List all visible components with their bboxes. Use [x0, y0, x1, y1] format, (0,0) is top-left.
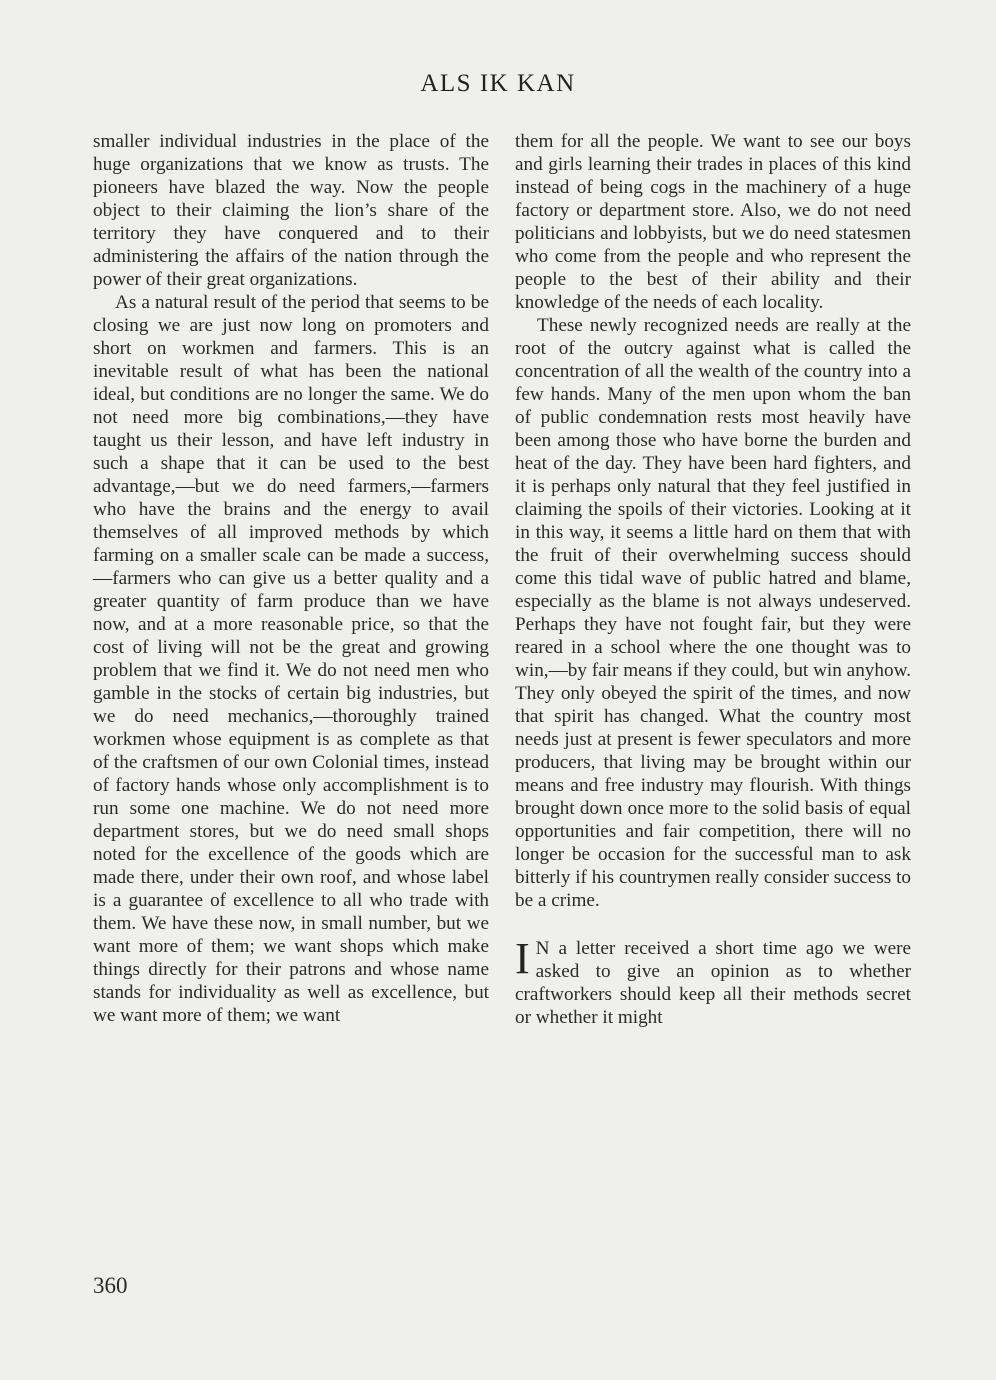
left-paragraph-1: smaller individual industries in the place of the huge organizations that we know as trusts. The pioneers have blazed the way. Now the people object to their claiming the lion’s share of the territory they have conquered and to their administering the affairs of the nation through the power of their great organizations. — [93, 131, 489, 290]
left-column — [93, 130, 489, 1027]
right-paragraph-3 — [515, 934, 911, 1029]
right-paragraph-1: them for all the people. We want to see our boys and girls learning their trades in places of this kind instead of being cogs in the machinery of a huge factory or department store. Also, we do not need politicians and lobbyists, but we do need statesmen who come from the people and who represent the people to the best of their ability and their knowledge of the needs of each locality. — [515, 131, 911, 313]
right-paragraph-2: These newly recognized needs are really at the root of the outcry against what is called the concentration of all the wealth of the country into a few hands. Many of the men upon whom the ban of public condemnation rests most heavily have been among those who have borne the burden and heat of the day. They have been hard fighters, and it is perhaps only natural that they feel justified in claiming the spoils of their victories. Looking at it in this way, it seems a little hard on them that with the fruit of their overwhelming success should come this tidal wave of public hatred and blame, especially as the blame is not always undeserved. Perhaps they have not fought fair, but they were reared in a school where the one thought was to win,—by fair means if they could, but win anyhow. They only obeyed the spirit of the times, and now that spirit has changed. What the country most needs just at present is fewer speculators and more producers, that living may be brought within our means and free industry may flourish. With things brought down once more to the solid basis of equal opportunities and fair competition, there will no longer be occasion for the successful man to ask bitterly if his countrymen really consider success to be a crime. — [515, 315, 911, 911]
left-paragraph-2: As a natural result of the period that seems to be closing we are just now long on promoters and short on workmen and farmers. This is an inevitable result of what has been the national ideal, but conditions are no longer the same. We do not need more big combinations,—they have taught us their lesson, and have left industry in such a shape that it can be used to the best advantage,—but we do need farmers,—farmers who have the brains and the energy to avail themselves of all improved methods by which farming on a smaller scale can be made a success,—farmers who can give us a better quality and a greater quantity of farm produce than we have now, and at a more reasonable price, so that the cost of living will not be the great and growing problem that we find it. We do not need men who gamble in the stocks of certain big industries, but we do need mechanics,—thoroughly trained workmen whose equipment is as complete as that of the craftsmen of our own Colonial times, instead of factory hands whose only accomplishment is to run some one machine. We do not need more department stores, but we do need small shops noted for the excellence of the goods which are made there, under their own roof, and whose label is a guarantee of excellence to all who trade with them. We have these now, in small number, but we want more of them; we want shops which make things directly for their patrons and whose name stands for individuality as well as excellence, but we want more of them; we want — [93, 292, 489, 1026]
right-paragraph-3-text: a letter received a short time ago we were asked to give an opinion as to whether craftworkers should keep all their methods secret or whether it might — [515, 938, 911, 1028]
drop-cap: I — [515, 934, 530, 983]
page-number: 360 — [93, 1273, 128, 1298]
right-column — [515, 130, 911, 1029]
lead-in-letter: N — [535, 938, 550, 959]
running-title: ALS IK KAN — [420, 70, 576, 97]
